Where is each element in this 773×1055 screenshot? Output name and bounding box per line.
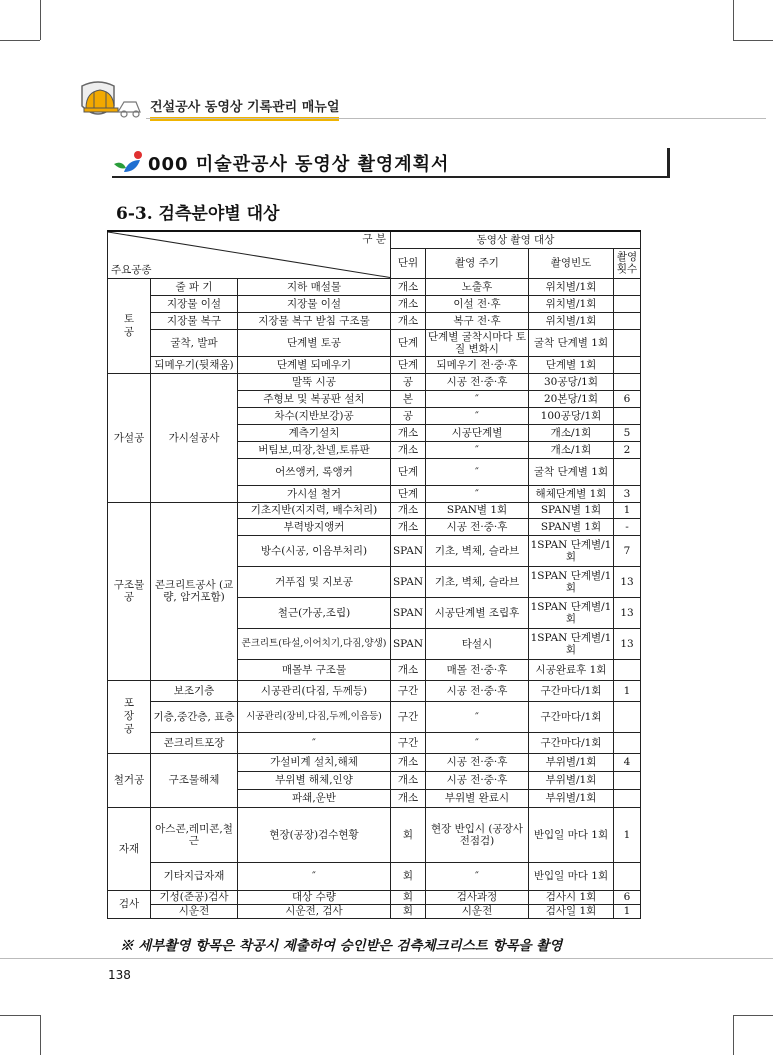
row-unit: 구간 bbox=[391, 680, 426, 701]
row-sub: 시운전 bbox=[151, 904, 238, 918]
row-target: 가시설 철거 bbox=[238, 485, 391, 502]
row-sub: 줄 파 기 bbox=[151, 278, 238, 295]
row-cycle: 시공단계별 조립후 bbox=[426, 597, 529, 628]
row-unit: 단계 bbox=[391, 356, 426, 373]
row-freq: 위치별/1회 bbox=[529, 312, 614, 329]
row-unit: 개소 bbox=[391, 518, 426, 535]
row-count bbox=[614, 329, 641, 356]
row-cycle: 현장 반입시 (공장사전점검) bbox=[426, 807, 529, 862]
row-freq: 1SPAN 단계별/1회 bbox=[529, 597, 614, 628]
row-unit: 구간 bbox=[391, 701, 426, 732]
row-count bbox=[614, 312, 641, 329]
row-target: 지장물 복구 받침 구조물 bbox=[238, 312, 391, 329]
row-unit: 단계 bbox=[391, 458, 426, 485]
inspection-table bbox=[107, 230, 641, 919]
row-target: 거푸집 및 지보공 bbox=[238, 566, 391, 597]
row-sub: 기층,중간층, 표층 bbox=[151, 701, 238, 732]
row-count bbox=[614, 771, 641, 789]
row-count: 6 bbox=[614, 890, 641, 904]
group-material: 자재 bbox=[108, 807, 151, 890]
row-freq: 30공당/1회 bbox=[529, 373, 614, 390]
row-cycle: 시운전 bbox=[426, 904, 529, 918]
row-target: 매몰부 구조물 bbox=[238, 659, 391, 680]
row-count: 6 bbox=[614, 390, 641, 407]
row-target: 어쓰앵커, 록앵커 bbox=[238, 458, 391, 485]
row-count bbox=[614, 458, 641, 485]
row-cycle: 검사과정 bbox=[426, 890, 529, 904]
row-unit: 개소 bbox=[391, 424, 426, 441]
row-sub: 기성(준공)검사 bbox=[151, 890, 238, 904]
row-count: 1 bbox=[614, 904, 641, 918]
row-cycle: 타설시 bbox=[426, 628, 529, 659]
row-count: 13 bbox=[614, 628, 641, 659]
row-freq: 굴착 단계별 1회 bbox=[529, 329, 614, 356]
row-target: 콘크리트(타설,이어치기,다짐,양생) bbox=[238, 628, 391, 659]
row-unit: 개소 bbox=[391, 789, 426, 807]
row-target: 파쇄,운반 bbox=[238, 789, 391, 807]
header-cycle: 촬영 주기 bbox=[426, 248, 529, 278]
row-cycle: 시공 전·중·후 bbox=[426, 753, 529, 771]
group-pavement: 포장공 bbox=[108, 680, 151, 753]
row-count: 3 bbox=[614, 485, 641, 502]
row-count: 5 bbox=[614, 424, 641, 441]
row-freq: 부위별/1회 bbox=[529, 753, 614, 771]
row-unit: 회 bbox=[391, 890, 426, 904]
row-cycle: ″ bbox=[426, 390, 529, 407]
crop-mark bbox=[733, 1015, 734, 1055]
row-target: 현장(공장)검수현황 bbox=[238, 807, 391, 862]
row-cycle: 노출후 bbox=[426, 278, 529, 295]
row-freq: 개소/1회 bbox=[529, 424, 614, 441]
row-cycle: 기초, 벽체, 슬라브 bbox=[426, 535, 529, 566]
row-sub: 콘크리트포장 bbox=[151, 732, 238, 753]
row-target: 계측기설치 bbox=[238, 424, 391, 441]
row-unit: 단계 bbox=[391, 329, 426, 356]
crop-mark bbox=[40, 0, 41, 40]
row-cycle: 시공 전·중·후 bbox=[426, 373, 529, 390]
row-cycle: ″ bbox=[426, 458, 529, 485]
group-earthwork: 토공 bbox=[108, 278, 151, 373]
row-cycle: SPAN별 1회 bbox=[426, 502, 529, 518]
row-count bbox=[614, 732, 641, 753]
row-freq: 검사일 1회 bbox=[529, 904, 614, 918]
header-frequency: 촬영빈도 bbox=[529, 248, 614, 278]
row-unit: 회 bbox=[391, 862, 426, 890]
row-count bbox=[614, 278, 641, 295]
row-freq: 20본당/1회 bbox=[529, 390, 614, 407]
row-unit: 회 bbox=[391, 807, 426, 862]
group-demolition-sub: 구조물해체 bbox=[151, 753, 238, 807]
footer-rule bbox=[0, 958, 773, 959]
row-cycle: 부위별 완료시 bbox=[426, 789, 529, 807]
row-unit: 개소 bbox=[391, 278, 426, 295]
row-count bbox=[614, 862, 641, 890]
row-sub: 아스콘,레미콘,철근 bbox=[151, 807, 238, 862]
row-target: 시공관리(다짐, 두께등) bbox=[238, 680, 391, 701]
row-sub: 되메우기(뒷채움) bbox=[151, 356, 238, 373]
row-count bbox=[614, 701, 641, 732]
row-count: 13 bbox=[614, 597, 641, 628]
row-freq: 1SPAN 단계별/1회 bbox=[529, 566, 614, 597]
row-freq: SPAN별 1회 bbox=[529, 518, 614, 535]
row-freq: 위치별/1회 bbox=[529, 295, 614, 312]
row-target: 가설비계 설치,해체 bbox=[238, 753, 391, 771]
row-cycle: ″ bbox=[426, 441, 529, 458]
row-unit: 본 bbox=[391, 390, 426, 407]
crop-mark bbox=[0, 1015, 40, 1016]
row-freq: 굴착 단계별 1회 bbox=[529, 458, 614, 485]
row-target: 단계별 되메우기 bbox=[238, 356, 391, 373]
row-unit: 개소 bbox=[391, 312, 426, 329]
row-target: 지장물 이설 bbox=[238, 295, 391, 312]
row-count bbox=[614, 373, 641, 390]
row-sub: 굴착, 발파 bbox=[151, 329, 238, 356]
row-target: 시공관리(장비,다짐,두께,이음등) bbox=[238, 701, 391, 732]
row-cycle: 시공 전·중·후 bbox=[426, 680, 529, 701]
row-freq: 해체단계별 1회 bbox=[529, 485, 614, 502]
row-freq: 구간마다/1회 bbox=[529, 680, 614, 701]
row-freq: 100공당/1회 bbox=[529, 407, 614, 424]
row-target: 지하 매설물 bbox=[238, 278, 391, 295]
row-unit: 단계 bbox=[391, 485, 426, 502]
row-freq: 구간마다/1회 bbox=[529, 732, 614, 753]
row-freq: 단계별 1회 bbox=[529, 356, 614, 373]
row-unit: SPAN bbox=[391, 566, 426, 597]
row-sub: 기타지급자재 bbox=[151, 862, 238, 890]
group-temporary-sub: 가시설공사 bbox=[151, 373, 238, 502]
row-target: 말뚝 시공 bbox=[238, 373, 391, 390]
row-cycle: 되메우기 전·중·후 bbox=[426, 356, 529, 373]
row-cycle: 매몰 전·중·후 bbox=[426, 659, 529, 680]
section-title: 6-3. 검측분야별 대상 bbox=[116, 204, 280, 224]
header-video-target: 동영상 촬영 대상 bbox=[391, 231, 641, 248]
row-unit: 개소 bbox=[391, 753, 426, 771]
row-count: - bbox=[614, 518, 641, 535]
row-count: 2 bbox=[614, 441, 641, 458]
row-unit: SPAN bbox=[391, 535, 426, 566]
row-target: 기초지반(지지력, 배수처리) bbox=[238, 502, 391, 518]
row-freq: 위치별/1회 bbox=[529, 278, 614, 295]
row-cycle: 이설 전·후 bbox=[426, 295, 529, 312]
row-freq: 시공완료후 1회 bbox=[529, 659, 614, 680]
row-cycle: 기초, 벽체, 슬라브 bbox=[426, 566, 529, 597]
row-cycle: 단계별 굴착시마다 토질 변화시 bbox=[426, 329, 529, 356]
crop-mark bbox=[733, 0, 734, 40]
row-freq: 구간마다/1회 bbox=[529, 701, 614, 732]
row-freq: SPAN별 1회 bbox=[529, 502, 614, 518]
row-cycle: 시공 전·중·후 bbox=[426, 771, 529, 789]
group-structure: 구조물 공 bbox=[108, 502, 151, 680]
row-count: 1 bbox=[614, 502, 641, 518]
footnote: ※ 세부촬영 항목은 착공시 제출하여 승인받은 검측체크리스트 항목을 촬영 bbox=[120, 938, 563, 954]
leaf-logo-icon bbox=[112, 150, 146, 176]
row-unit: SPAN bbox=[391, 597, 426, 628]
row-freq: 개소/1회 bbox=[529, 441, 614, 458]
row-target: 버팀보,띠장,찬넬,토류판 bbox=[238, 441, 391, 458]
group-demolition: 철거공 bbox=[108, 753, 151, 807]
row-cycle: ″ bbox=[426, 407, 529, 424]
row-target: 대상 수량 bbox=[238, 890, 391, 904]
row-target: ″ bbox=[238, 732, 391, 753]
row-cycle: 시공 전·중·후 bbox=[426, 518, 529, 535]
row-count bbox=[614, 659, 641, 680]
row-unit: 공 bbox=[391, 407, 426, 424]
document-title: 000 미술관공사 동영상 촬영계획서 bbox=[148, 154, 450, 175]
row-sub: 지장물 이설 bbox=[151, 295, 238, 312]
crop-mark bbox=[40, 1015, 41, 1055]
row-cycle: ″ bbox=[426, 485, 529, 502]
row-count bbox=[614, 295, 641, 312]
manual-title: 건설공사 동영상 기록관리 매뉴얼 bbox=[150, 96, 339, 121]
row-target: 주형보 및 복공판 설치 bbox=[238, 390, 391, 407]
row-freq: 부위별/1회 bbox=[529, 771, 614, 789]
header-unit: 단위 bbox=[391, 248, 426, 278]
row-cycle: 복구 전·후 bbox=[426, 312, 529, 329]
row-unit: 개소 bbox=[391, 295, 426, 312]
row-unit: 구간 bbox=[391, 732, 426, 753]
header-work-type: 주요공종 bbox=[111, 263, 152, 276]
row-freq: 부위별/1회 bbox=[529, 789, 614, 807]
row-unit: 개소 bbox=[391, 502, 426, 518]
row-unit: 개소 bbox=[391, 441, 426, 458]
row-sub: 지장물 복구 bbox=[151, 312, 238, 329]
row-count: 7 bbox=[614, 535, 641, 566]
row-count bbox=[614, 407, 641, 424]
row-freq: 반입일 마다 1회 bbox=[529, 862, 614, 890]
group-temporary: 가설공 bbox=[108, 373, 151, 502]
row-target: 방수(시공, 이음부처리) bbox=[238, 535, 391, 566]
row-count: 1 bbox=[614, 807, 641, 862]
row-unit: 회 bbox=[391, 904, 426, 918]
header-diagonal-cell bbox=[108, 231, 391, 278]
row-count bbox=[614, 789, 641, 807]
row-freq: 1SPAN 단계별/1회 bbox=[529, 535, 614, 566]
row-target: 시운전, 검사 bbox=[238, 904, 391, 918]
row-count: 13 bbox=[614, 566, 641, 597]
page-number: 138 bbox=[108, 968, 131, 982]
header-gubun: 구 분 bbox=[362, 233, 386, 245]
row-unit: SPAN bbox=[391, 628, 426, 659]
crop-mark bbox=[733, 40, 773, 41]
group-structure-sub: 콘크리트공사 (교량, 암거포함) bbox=[151, 502, 238, 680]
row-target: 차수(지반보강)공 bbox=[238, 407, 391, 424]
row-cycle: ″ bbox=[426, 862, 529, 890]
row-unit: 공 bbox=[391, 373, 426, 390]
row-cycle: ″ bbox=[426, 701, 529, 732]
row-target: 부위별 해체,인양 bbox=[238, 771, 391, 789]
row-target: 단계별 토공 bbox=[238, 329, 391, 356]
row-count: 4 bbox=[614, 753, 641, 771]
crop-mark bbox=[733, 1015, 773, 1016]
row-target: 철근(가공,조립) bbox=[238, 597, 391, 628]
helmet-shield-logo bbox=[78, 78, 142, 122]
crop-mark bbox=[0, 40, 40, 41]
row-freq: 검사시 1회 bbox=[529, 890, 614, 904]
row-count bbox=[614, 356, 641, 373]
row-count: 1 bbox=[614, 680, 641, 701]
row-unit: 개소 bbox=[391, 659, 426, 680]
row-freq: 1SPAN 단계별/1회 bbox=[529, 628, 614, 659]
row-target: 부력방지앵커 bbox=[238, 518, 391, 535]
header-rule bbox=[146, 118, 766, 119]
group-inspection: 검사 bbox=[108, 890, 151, 918]
row-freq: 반입일 마다 1회 bbox=[529, 807, 614, 862]
row-sub: 보조기층 bbox=[151, 680, 238, 701]
row-target: ″ bbox=[238, 862, 391, 890]
row-cycle: ″ bbox=[426, 732, 529, 753]
row-unit: 개소 bbox=[391, 771, 426, 789]
header-count: 촬영 횟수 bbox=[614, 248, 641, 278]
row-cycle: 시공단계별 bbox=[426, 424, 529, 441]
